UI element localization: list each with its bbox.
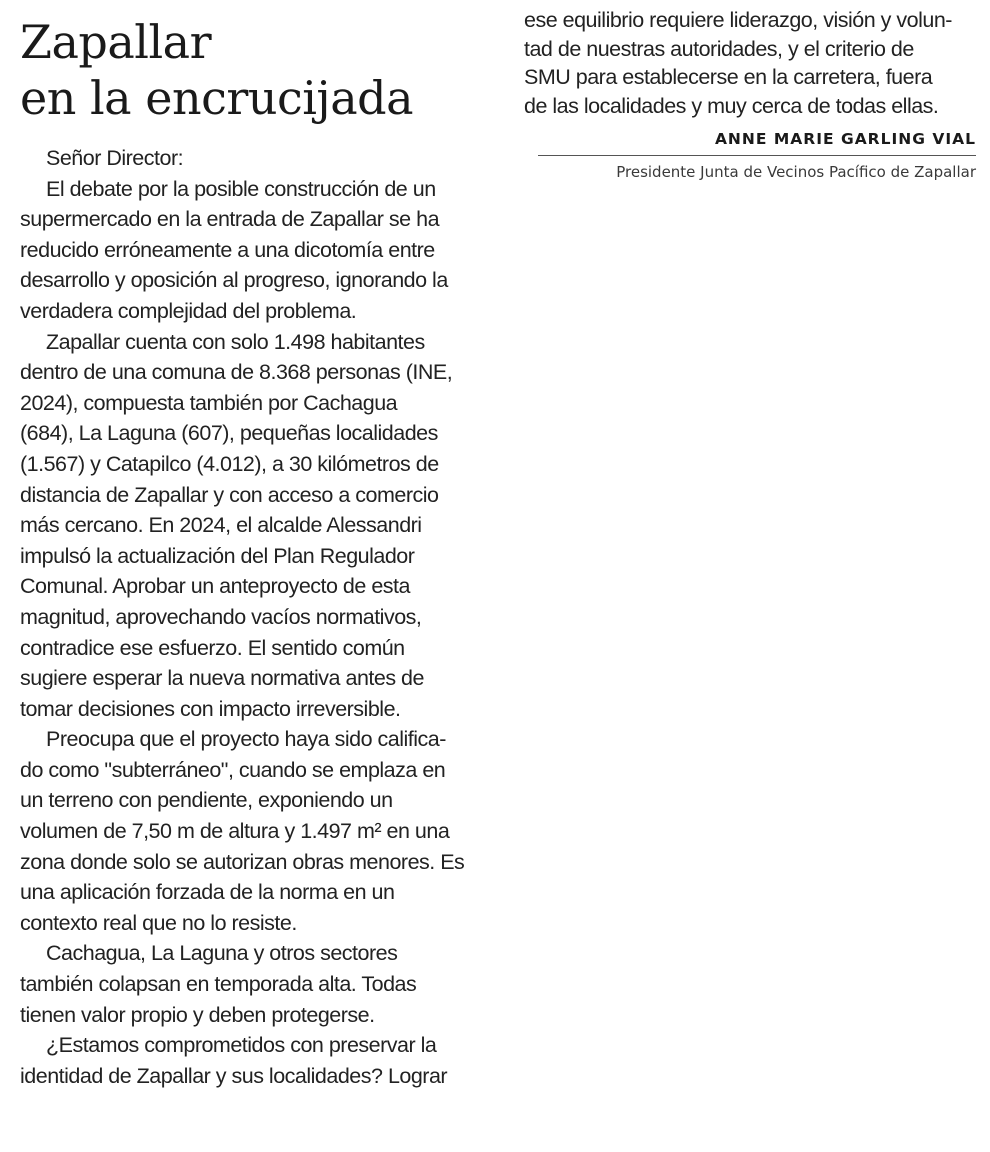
body-line: (1.567) y Catapilco (4.012), a 30 kilómetros de [20,451,439,476]
body-line: un terreno con pendiente, exponiendo un [20,788,393,813]
body-line: volumen de 7,50 m de altura y 1.497 m² en una [20,819,450,844]
body-line: Cachagua, La Laguna y otros sectores [46,941,398,966]
body-line: de las localidades y muy cerca de todas ellas. [524,93,939,118]
salutation: Señor Director: [46,146,184,170]
body-line: identidad de Zapallar y sus localidades? Lograr [20,1063,448,1088]
body-line: contexto real que no lo resiste. [20,910,297,935]
body-line: desarrollo y oposición al progreso, ignorando la [20,268,448,293]
body-line: tomar decisiones con impacto irreversible. [20,696,401,721]
body-line: Preocupa que el proyecto haya sido califica- [46,727,446,752]
body-line: ¿Estamos comprometidos con preservar la [46,1033,437,1058]
body-line: contradice ese esfuerzo. El sentido común [20,635,405,660]
signature-name: ANNE MARIE GARLING VIAL [714,130,976,148]
body-line: (684), La Laguna (607), pequeñas localidades [20,421,438,446]
body-line: El debate por la posible construcción de un [46,176,436,201]
right-column [524,6,984,120]
body-line: ese equilibrio requiere liderazgo, visión y volun- [524,8,952,32]
left-column [20,143,490,1091]
body-line: impulsó la actualización del Plan Regulador [20,543,415,568]
body-line: también colapsan en temporada alta. Todas [20,972,417,997]
body-line: do como "subterráneo", cuando se emplaza en [20,757,446,782]
body-line: tad de nuestras autoridades, y el criterio de [524,36,914,61]
body-line: Zapallar cuenta con solo 1.498 habitantes [46,329,425,354]
body-line: reducido erróneamente a una dicotomía entre [20,237,435,262]
body-line: distancia de Zapallar y con acceso a comercio [20,482,439,507]
body-line: tienen valor propio y deben protegerse. [20,1002,375,1027]
body-line: sugiere esperar la nueva normativa antes de [20,666,424,691]
body-line: 2024), compuesta también por Cachagua [20,390,398,415]
body-line: zona donde solo se autorizan obras menores. Es [20,849,465,874]
body-line: Comunal. Aprobar un anteproyecto de esta [20,574,410,599]
body-line: más cercano. En 2024, el alcalde Alessandri [20,513,422,538]
body-line: magnitud, aprovechando vacíos normativos, [20,604,422,629]
body-line: una aplicación forzada de la norma en un [20,880,395,905]
signature-title: Presidente Junta de Vecinos Pacífico de Zapallar [616,163,976,181]
body-line: verdadera complejidad del problema. [20,298,357,323]
body-line: supermercado en la entrada de Zapallar se ha [20,207,440,232]
headline-line: Zapallar [20,15,212,69]
headline-line: en la encrucijada [20,71,413,125]
body-line: dentro de una comuna de 8.368 personas (INE, [20,360,453,385]
headline [20,14,480,126]
body-line: SMU para establecerse en la carretera, fuera [524,65,933,90]
signature-divider [538,155,976,156]
